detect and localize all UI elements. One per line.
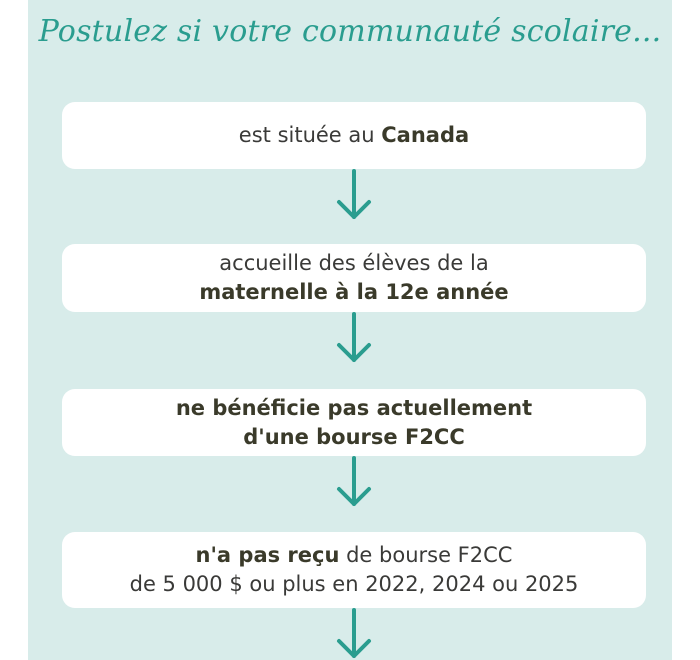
page-title: Postulez si votre communauté scolaire... bbox=[38, 14, 662, 49]
criterion-line bbox=[219, 249, 488, 278]
arrow-down-icon bbox=[335, 456, 373, 508]
arrow-down-icon bbox=[335, 312, 373, 364]
criterion-bold-text: Canada bbox=[381, 123, 470, 147]
criterion-line bbox=[243, 423, 465, 452]
criterion-bold-text: maternelle à la 12e année bbox=[199, 280, 509, 304]
arrow-down-icon bbox=[335, 608, 373, 660]
criterion-line bbox=[199, 278, 508, 307]
criterion-text: de 5 000 $ ou plus en 2022, 2024 ou 2025 bbox=[129, 572, 579, 596]
criterion-line bbox=[239, 121, 469, 150]
arrow-down-icon bbox=[335, 169, 373, 221]
criterion-bold-text: d'une bourse F2CC bbox=[243, 424, 465, 449]
criterion-box-past-grant bbox=[62, 532, 646, 608]
criterion-bold-text: ne bénéficie pas actuellement bbox=[175, 395, 533, 420]
criterion-text: est située au bbox=[238, 123, 382, 147]
criterion-bold-text: n'a pas reçu bbox=[195, 543, 340, 567]
criterion-line bbox=[196, 541, 513, 570]
criterion-box-location bbox=[62, 102, 646, 169]
criterion-line bbox=[130, 570, 579, 599]
criterion-line bbox=[176, 394, 532, 423]
criterion-text: de bourse F2CC bbox=[339, 543, 513, 567]
criterion-box-current-grant bbox=[62, 389, 646, 456]
criterion-box-grades bbox=[62, 244, 646, 312]
criterion-text: accueille des élèves de la bbox=[219, 251, 489, 275]
